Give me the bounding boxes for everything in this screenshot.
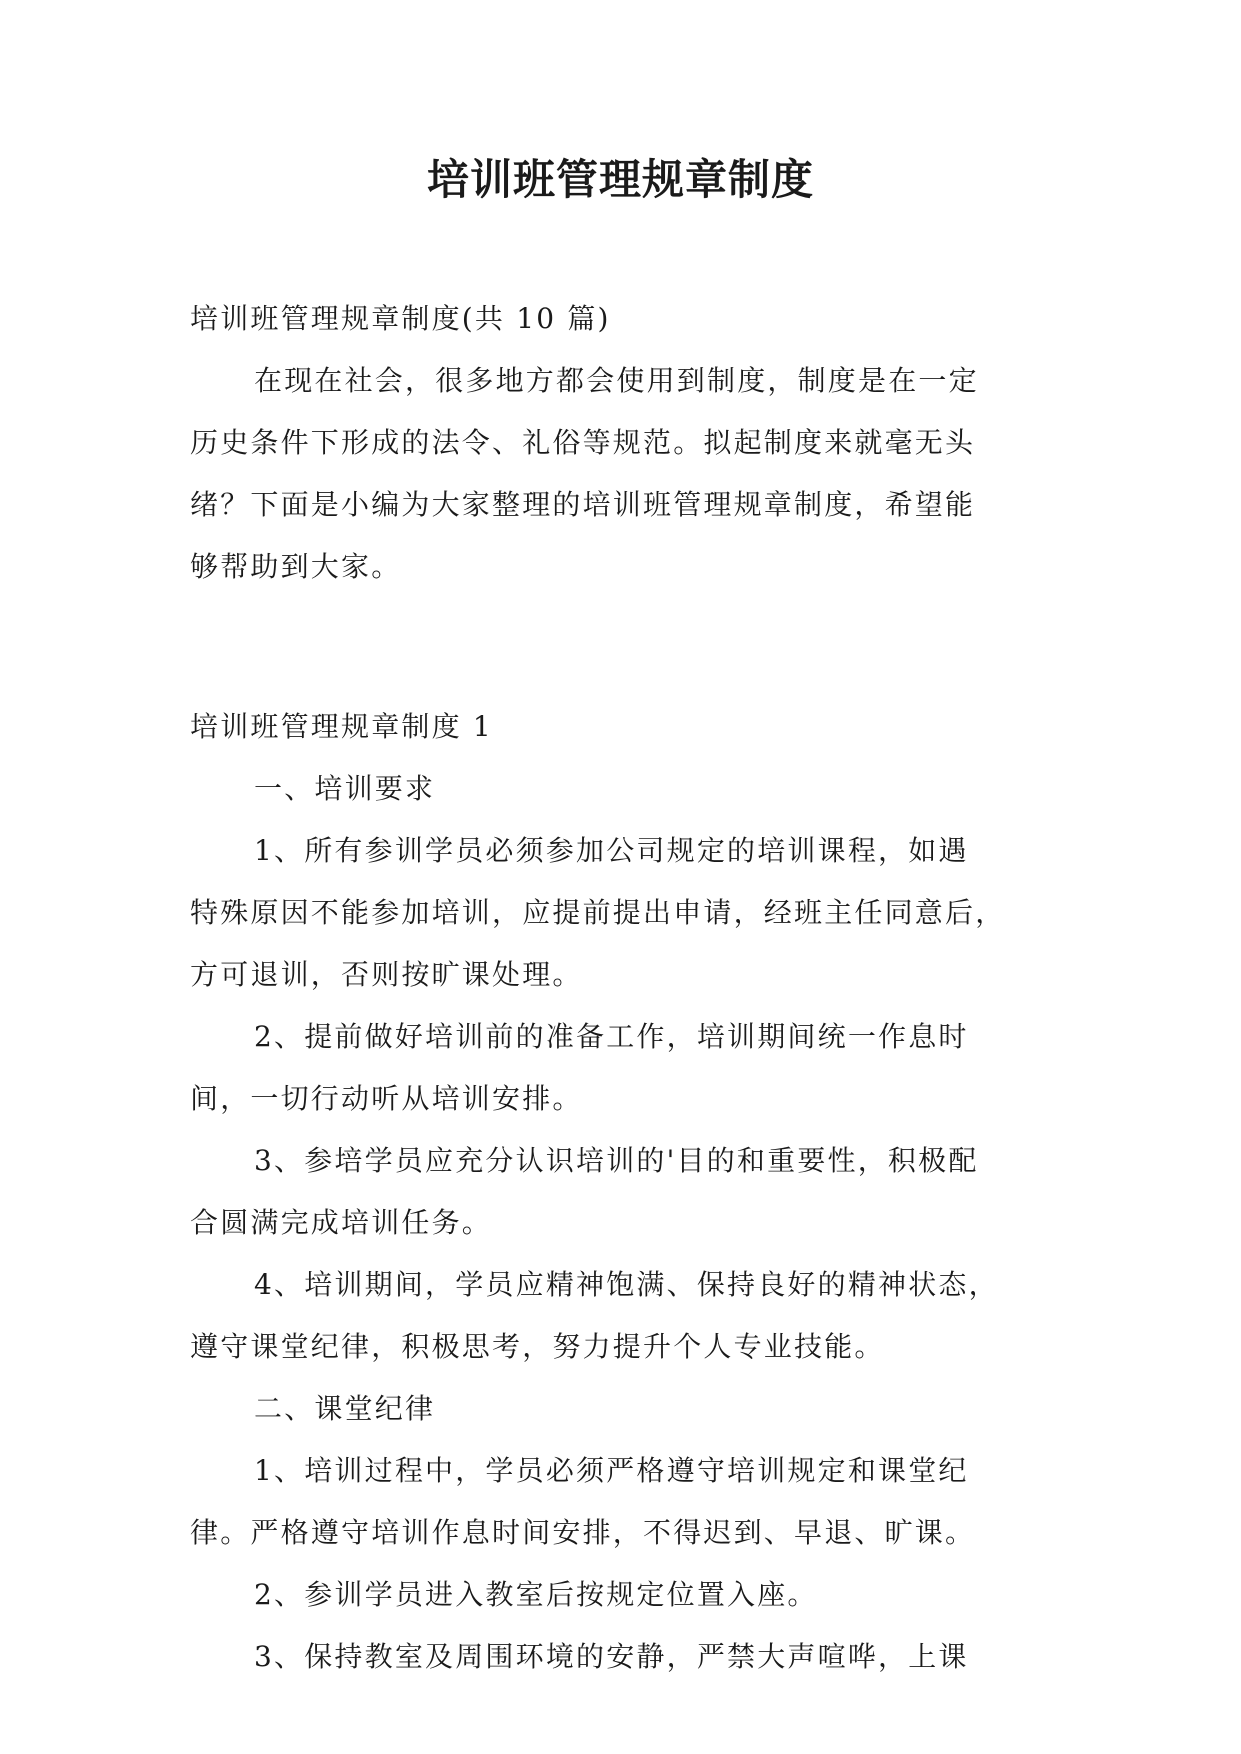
- text-line: 方可退训，否则按旷课处理。: [190, 958, 583, 991]
- text-line: 遵守课堂纪律，积极思考，努力提升个人专业技能。: [190, 1330, 885, 1363]
- text-line: 合圆满完成培训任务。: [190, 1206, 493, 1239]
- text-line: 二、课堂纪律: [254, 1392, 436, 1425]
- text-line: 特殊原因不能参加培训，应提前提出申请，经班主任同意后，: [190, 896, 1006, 929]
- text-line: 绪？下面是小编为大家整理的培训班管理规章制度，希望能: [190, 488, 976, 521]
- text-line: 一、培训要求: [254, 772, 436, 805]
- text-line: 历史条件下形成的法令、礼俗等规范。拟起制度来就毫无头: [190, 426, 976, 459]
- text-line: 培训班管理规章制度(共 10 篇): [190, 302, 611, 335]
- text-line: 4、培训期间，学员应精神饱满、保持良好的精神状态，: [254, 1268, 999, 1301]
- text-line: 够帮助到大家。: [190, 550, 402, 583]
- text-line: 3、参培学员应充分认识培训的'目的和重要性，积极配: [254, 1144, 979, 1177]
- text-line: 2、提前做好培训前的准备工作，培训期间统一作息时: [254, 1020, 969, 1053]
- document-title: 培训班管理规章制度: [426, 155, 814, 204]
- text-line: 在现在社会，很多地方都会使用到制度，制度是在一定: [254, 364, 979, 397]
- text-line: 1、培训过程中，学员必须严格遵守培训规定和课堂纪: [254, 1454, 969, 1487]
- text-line: 律。严格遵守培训作息时间安排，不得迟到、早退、旷课。: [190, 1516, 976, 1549]
- text-line: 1、所有参训学员必须参加公司规定的培训课程，如遇: [254, 834, 969, 867]
- text-line: 间，一切行动听从培训安排。: [190, 1082, 583, 1115]
- document-body: [190, 288, 1070, 1688]
- text-line: 3、保持教室及周围环境的安静，严禁大声喧哗，上课: [254, 1640, 969, 1673]
- section-gap: [190, 614, 1070, 680]
- text-line: 2、参训学员进入教室后按规定位置入座。: [254, 1578, 818, 1611]
- text-line: 培训班管理规章制度 1: [190, 710, 493, 743]
